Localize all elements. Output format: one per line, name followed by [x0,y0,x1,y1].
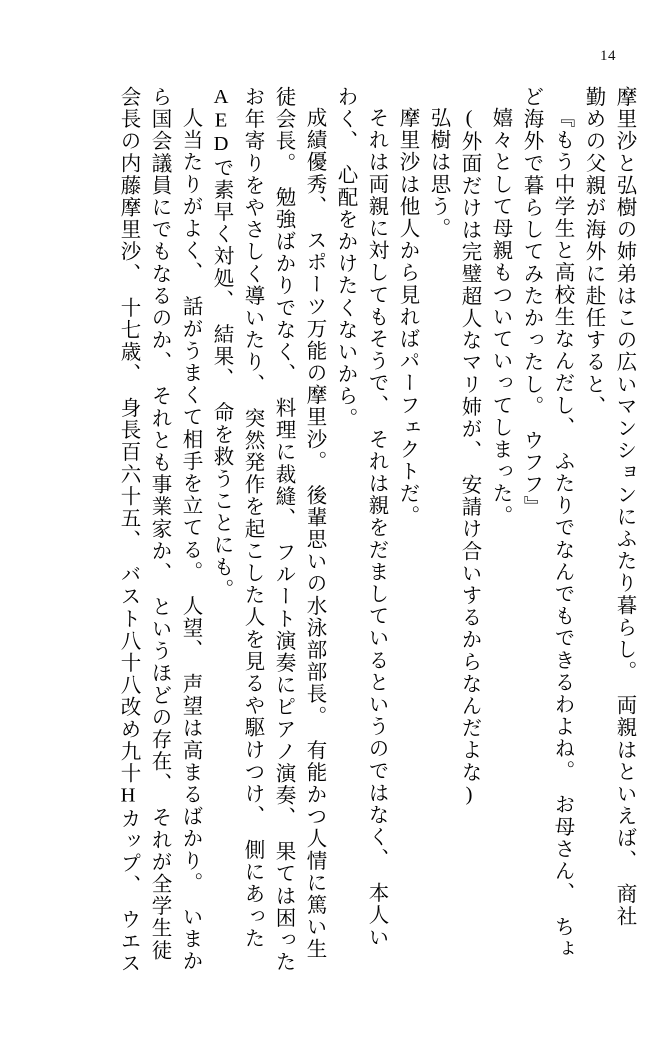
text-column: 会長の内藤摩里沙、 十七歳、 身長百六十五、 バスト八十八改め九十Hカップ、 ウエス [117,86,139,975]
vertical-text-body [34,86,634,1028]
text-column: 弘樹は思う。 [427,107,449,240]
text-column: ら国会議員にでもなるのか、 それとも事業家か、 というほどの存在、 それが全学生徒 [148,86,170,962]
page-number: 14 [600,48,616,64]
text-column: 成績優秀、 スポーツ万能の摩里沙。 後輩思いの水泳部部長。 有能かつ人情に篤い生 [303,107,325,961]
text-column: 徒会長。 勉強ばかりでなく、 料理に裁縫、 フルート演奏にピアノ演奏、 果ては困った [272,86,294,974]
text-column: わく、 心配をかけたくないから。 [334,86,356,430]
text-column: AEDで素早く対処、 結果、 命を救うことにも。 [210,86,232,601]
text-column: 勤めの父親が海外に赴任すると、 [582,86,604,418]
text-column: 嬉々として母親もついていってしまった。 [489,107,511,527]
text-column: それは両親に対してもそうで、 それは親をだましているというのではなく、 本人い [365,107,387,949]
text-column: 摩里沙は他人から見ればパーフェクトだ。 [396,107,418,527]
text-column: ど海外で暮らしてみたかったし。 ウフフ』 [520,86,542,518]
text-column: 摩里沙と弘樹の姉弟はこの広いマンションにふたり暮らし。 両親はといえば、 商社 [613,86,635,928]
text-column: お年寄りをやさしく導いたり、 突然発作を起こした人を見るや駆けつけ、 側にあった [241,86,263,950]
text-column: 人当たりがよく、 話がうまくて相手を立てる。 人望、 声望は高まるばかり。 いまか [179,107,201,973]
text-column: 『もう中学生と高校生なんだし、 ふたりでなんでもできるわよね。 お母さん、 ちょ [551,107,573,961]
text-column: (外面だけは完璧超人なマリ姉が、 安請け合いするからなんだよな) [458,107,480,807]
